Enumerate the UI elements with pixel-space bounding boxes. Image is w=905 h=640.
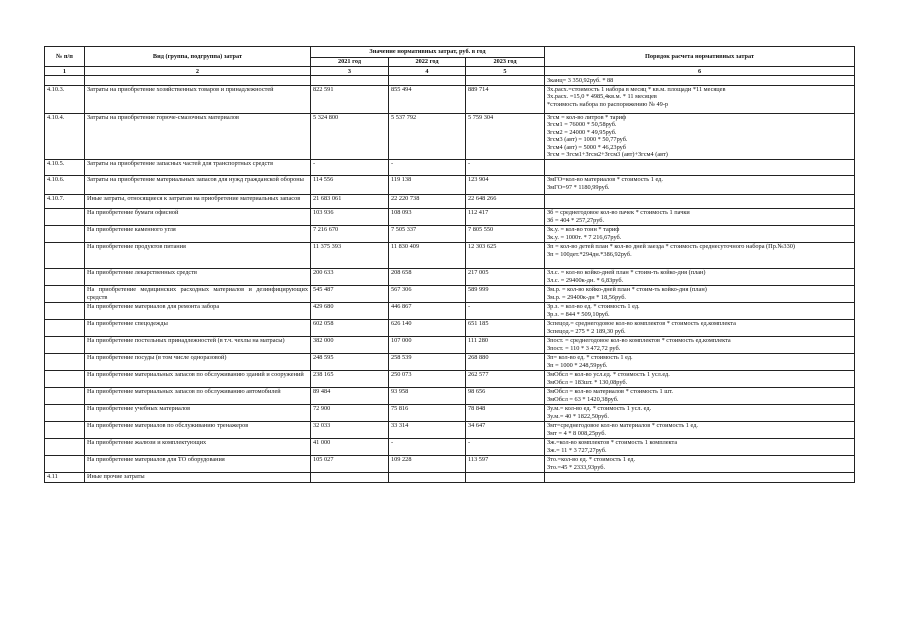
calc-method: Згсм = кол-во литров * тариф Згсм1 = 76000 * 50,58руб. Згсм2 = 24000 * 49,95руб. Згсм3 (авт) = 1000 * 50,77руб. Згсм4 (авт) = 5000 * 46,23руб Згсм = Згсм1+Згсм2+Згсм3 (авт)+Згсм4 (авт) [545,113,855,159]
row-number [45,421,85,438]
value-2023: 12 303 625 [466,242,545,268]
cost-type-name: На приобретение продуктов питания [85,242,311,268]
table-row [45,175,855,194]
value-2023: 7 805 550 [466,225,545,242]
cost-type-name: Затраты на приобретение хозяйственных товаров и принадлежностей [85,85,311,113]
calc-method: ЗмОбсл = кол-во усл.ед. * стоимость 1 усл.ед. ЗмОбсл = 183шт. * 130,08руб. [545,370,855,387]
value-2022: 107 000 [389,336,466,353]
value-2022: 5 537 792 [389,113,466,159]
value-2021: 7 216 670 [311,225,389,242]
cost-type-name: На приобретение материальных запасов по обслуживанию зданий и сооружений [85,370,311,387]
column-number: 2 [85,67,311,76]
row-number: 4.11 [45,472,85,482]
row-number: 4.10.4. [45,113,85,159]
value-2023: 123 904 [466,175,545,194]
value-2021: 89 484 [311,387,389,404]
value-2021: 41 000 [311,438,389,455]
value-2022: 855 494 [389,85,466,113]
calc-method: Зпост. = среднегодовое кол-во комплектов * стоимость ед.комплекта Зпост. = 110 * 3 472,72 руб. [545,336,855,353]
calc-method: Зк.у. = кол-во тонн * тариф Зк.у. = 1000т. * 7 216,67руб. [545,225,855,242]
value-2023: - [466,302,545,319]
value-2023: 112 417 [466,208,545,225]
value-2022: 109 228 [389,455,466,472]
cost-type-name: Иные затраты, относящиеся к затратам на приобретение материальных запасов [85,194,311,208]
value-2021: 382 000 [311,336,389,353]
header-calc-method: Порядок расчета нормативных затрат [545,47,855,67]
value-2023: 217 005 [466,268,545,285]
cost-type-name: На приобретение постельных принадлежностей (в т.ч. чехлы на матрасы) [85,336,311,353]
value-2021: 105 027 [311,455,389,472]
header-cost-type: Вид (группа, подгруппа) затрат [85,47,311,67]
table-body [45,76,855,482]
cost-type-name: На приобретение спецодежды [85,319,311,336]
value-2022: 119 138 [389,175,466,194]
row-number [45,76,85,85]
value-2023: 78 848 [466,404,545,421]
table-row [45,387,855,404]
calc-method: Зб = среднегодовое кол-во пачек * стоимость 1 пачки Зб = 404 * 257,27руб. [545,208,855,225]
calc-method: ЗмГО=кол-во материалов * стоимость 1 ед. ЗмГО=97 * 1180,99руб. [545,175,855,194]
cost-type-name: На приобретение материальных запасов по обслуживанию автомобилей [85,387,311,404]
value-2021: 545 487 [311,285,389,302]
column-number: 1 [45,67,85,76]
cost-type-name: Затраты на приобретение горюче-смазочных материалов [85,113,311,159]
calc-method [545,472,855,482]
cost-type-name: На приобретение посуды (в том числе одноразовой) [85,353,311,370]
row-number [45,268,85,285]
row-number [45,208,85,225]
row-number [45,353,85,370]
value-2022: 33 314 [389,421,466,438]
value-2022: 22 220 738 [389,194,466,208]
table-row [45,268,855,285]
cost-type-name: На приобретение учебных материалов [85,404,311,421]
cost-norms-document [44,46,855,483]
table-row [45,472,855,482]
value-2022: 567 306 [389,285,466,302]
value-2021: 72 900 [311,404,389,421]
value-2022: 446 867 [389,302,466,319]
value-2023: 34 647 [466,421,545,438]
row-number [45,370,85,387]
value-2023: 889 714 [466,85,545,113]
cost-type-name: Затраты на приобретение материальных запасов для нужд гражданской обороны [85,175,311,194]
table-row [45,370,855,387]
value-2022: - [389,159,466,175]
header-num: № п/п [45,47,85,67]
value-2022 [389,472,466,482]
calc-method: Зп = кол-во детей план * кол-во дней заезда * стоимость среднесуточного набора (Пр.№330) Зп = 100дет.*294дн.*386,92руб. [545,242,855,268]
cost-type-name: Иные прочие затраты [85,472,311,482]
cost-norms-table [44,46,855,483]
header-year-2023: 2023 год [466,58,545,67]
calc-method: ЗмОбсл = кол-во материалов * стоимость 1 шт. ЗмОбсл = 63 * 1420,38руб. [545,387,855,404]
calc-method: Зспецод.= среднегодовое кол-во комплектов * стоимость ед.комплекта Зспецод.= 275 * 2 189,30 руб. [545,319,855,336]
cost-type-name: На приобретение каменного угля [85,225,311,242]
table-row [45,302,855,319]
value-2022: 258 539 [389,353,466,370]
value-2023: 262 577 [466,370,545,387]
row-number: 4.10.3. [45,85,85,113]
cost-type-name [85,76,311,85]
value-2022: 250 073 [389,370,466,387]
calc-method: Зу.м.= кол-во ед. * стоимость 1 усл. ед. Зу.м.= 40 * 1822,50руб. [545,404,855,421]
table-row [45,336,855,353]
value-2021: 114 556 [311,175,389,194]
table-row [45,76,855,85]
row-number [45,302,85,319]
header-values-group: Значение нормативных затрат, руб. в год [311,47,545,58]
row-number: 4.10.5. [45,159,85,175]
value-2022: 11 830 409 [389,242,466,268]
cost-type-name: На приобретение материалов для ремонта забора [85,302,311,319]
cost-type-name: На приобретение лекарственных средств [85,268,311,285]
row-number [45,285,85,302]
value-2023: 651 185 [466,319,545,336]
calc-method [545,159,855,175]
row-number [45,242,85,268]
row-number [45,387,85,404]
calc-method: Зх.расх.=стоимость 1 набора в месяц * кв.м. площади *11 месяцев Зх.расх. =15,0 * 4985,4кв.м. * 11 месяцев *стоимость набора по распоряжению № 49-р [545,85,855,113]
table-row [45,113,855,159]
row-number [45,438,85,455]
value-2021: 32 033 [311,421,389,438]
table-row [45,285,855,302]
value-2022: 626 140 [389,319,466,336]
value-2023: - [466,438,545,455]
table-row [45,159,855,175]
value-2021: 429 680 [311,302,389,319]
value-2023: 98 656 [466,387,545,404]
cost-type-name: На приобретение материалов для ТО оборудования [85,455,311,472]
value-2021: 21 683 061 [311,194,389,208]
value-2021: 602 058 [311,319,389,336]
table-row [45,421,855,438]
table-row [45,353,855,370]
value-2023 [466,472,545,482]
value-2022: 7 505 337 [389,225,466,242]
cost-type-name: На приобретение медицинских расходных материалов и дезинфицирующих средств [85,285,311,302]
value-2023: 589 999 [466,285,545,302]
calc-method: Зто.=кол-во ед. * стоимость 1 ед. Зто.=45 * 2333,93руб. [545,455,855,472]
row-number: 4.10.6. [45,175,85,194]
row-number [45,336,85,353]
column-number: 5 [466,67,545,76]
row-number [45,404,85,421]
table-row [45,404,855,421]
value-2022 [389,76,466,85]
calc-method: Зм.р. = кол-во койко-дней план * стоим-ть койко-дня (план) Зм.р. = 29400к-дн * 18,56руб. [545,285,855,302]
column-numbers-row [45,67,855,76]
row-number [45,455,85,472]
value-2021: 248 595 [311,353,389,370]
value-2023: 113 597 [466,455,545,472]
value-2022: 208 658 [389,268,466,285]
table-header [45,47,855,76]
calc-method: Змт=среднегодовое кол-во материалов * стоимость 1 ед. Змт = 4 * 8 008,25руб. [545,421,855,438]
cost-type-name: Затраты на приобретение запасных частей для транспортных средств [85,159,311,175]
value-2021: 103 936 [311,208,389,225]
table-row [45,319,855,336]
value-2021: 200 633 [311,268,389,285]
cost-type-name: На приобретение материалов по обслуживанию тренажеров [85,421,311,438]
table-row [45,208,855,225]
value-2021: 822 591 [311,85,389,113]
value-2023: 111 280 [466,336,545,353]
value-2021: - [311,159,389,175]
table-row [45,225,855,242]
value-2022: - [389,438,466,455]
row-number [45,319,85,336]
value-2021 [311,472,389,482]
row-number [45,225,85,242]
table-row [45,242,855,268]
calc-method: Зканц= 3 350,92руб. * 88 [545,76,855,85]
value-2021: 5 324 800 [311,113,389,159]
value-2021: 11 375 393 [311,242,389,268]
value-2023: 5 759 304 [466,113,545,159]
column-number: 6 [545,67,855,76]
value-2021: 238 165 [311,370,389,387]
calc-method: Зл.с. = кол-во койко-дней план * стоим-ть койко-дня (план) Зл.с. = 29400к-дн. * 6,83руб. [545,268,855,285]
value-2021 [311,76,389,85]
value-2022: 93 958 [389,387,466,404]
value-2023: 22 648 266 [466,194,545,208]
value-2023 [466,76,545,85]
calc-method: Зж.=кол-во комплектов * стоимость 1 комплекта Зж.= 11 * 3 727,27руб. [545,438,855,455]
row-number: 4.10.7. [45,194,85,208]
table-row [45,455,855,472]
table-row [45,85,855,113]
column-number: 4 [389,67,466,76]
cost-type-name: На приобретение бумаги офисной [85,208,311,225]
value-2023: - [466,159,545,175]
header-year-2022: 2022 год [389,58,466,67]
table-row [45,194,855,208]
column-number: 3 [311,67,389,76]
value-2022: 75 816 [389,404,466,421]
calc-method: Зп= кол-во ед. * стоимость 1 ед. Зп = 1000 * 248,59руб. [545,353,855,370]
value-2023: 268 880 [466,353,545,370]
header-year-2021: 2021 год [311,58,389,67]
calc-method: Зр.з. = кол-во ед. * стоимость 1 ед. Зр.з. = 844 * 509,10руб. [545,302,855,319]
table-row [45,438,855,455]
calc-method [545,194,855,208]
value-2022: 108 093 [389,208,466,225]
cost-type-name: На приобретение жалюзи и комплектующих [85,438,311,455]
